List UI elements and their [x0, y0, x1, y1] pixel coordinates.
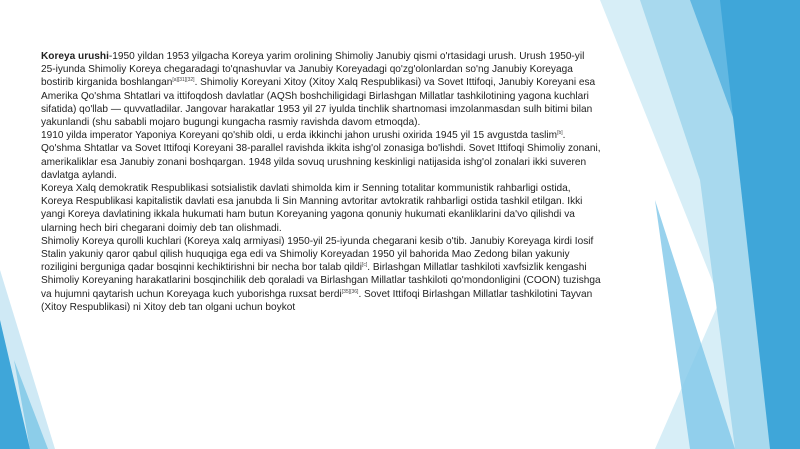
bold-term: Koreya urushi [41, 51, 109, 62]
paragraph-text: . Sovet Ittifoqi Birlashgan Millatlar tashkilotini Tayvan (Xitoy Respublikasi) ni Xitoy deb tan olgani uchun boykot [41, 288, 593, 313]
paragraph-text: Shimoliy Koreya qurolli kuchlari (Koreya xalq armiyasi) 1950-yil 25-iyunda chegarani kesib o'tib. Janubiy Koreyaga kirdi Iosif Stalin yakuniy qaror qabul qilish huquqiga ega edi va Shimoliy Koreyadan 1950 yil bahorida Mao Zedong bilan yakuniy roziligini berguniga qadar bosqinni kechiktirishni bir necha bor talab qildi [41, 235, 594, 274]
paragraph [41, 235, 601, 314]
footnote-ref[interactable]: [b] [557, 130, 563, 137]
footnote-ref[interactable]: [c] [361, 262, 368, 269]
paragraph-text: 1910 yilda imperator Yaponiya Koreyani qo'shib oldi, u erda ikkinchi jahon urushi oxirida 1945 yil 15 avgustda taslim [41, 130, 558, 142]
paragraph [41, 50, 601, 129]
paragraph-text: . Qo'shma Shtatlar va Sovet Ittifoqi Koreyani 38-parallel ravishda ikkita ishg'ol zonasiga bo'lishdi. Sovet Ittifoqi Shimoliy zonani, amerikaliklar esa Janubiy zonani boshqargan. 1948 yilda sovuq urushning keskinligi natijasida ishg'ol zonalari ikki suveren davlatga aylandi. [41, 130, 601, 181]
footnote-ref[interactable]: [35][36] [341, 288, 359, 295]
paragraph-text: Koreya Xalq demokratik Respublikasi sotsialistik davlati shimolda kim ir Senning totalitar kommunistik rahbarligi ostida, Koreya Respublikasi kapitalistik davlati esa janubda li Sin Manning avtoritar avtokratik rahbarligi ostida tashkil etilgan. Ikki yangi Koreya davlatining ikkala hukumati ham butun Koreyaning yagona qonuniy hukumati ekanliklarini da'vo qilishdi va ularning hech biri chegarani doimiy deb tan olishmadi. [41, 183, 583, 234]
document-text [41, 50, 601, 314]
paragraph-text: . Birlashgan Millatlar tashkiloti xavfsizlik kengashi Shimoliy Koreyaning harakatlarini bosqinchilik deb qoraladi va Birlashgan Millatlar tashkiloti qo'mondonligini (COON) tuzishga va hujumni qaytarish uchun Koreyaga kuch yuborishga ruxsat berdi [41, 262, 601, 300]
paragraph [41, 182, 601, 235]
paragraph-text: . Shimoliy Koreyani Xitoy (Xitoy Xalq Respublikasi) va Sovet Ittifoqi, Janubiy Koreyani esa Amerika Qo'shma Shtatlari va ittifoqdosh davlatlar (AQSh boshchiligidagi Birlashgan Millatlar tashkilotining yagona kuchlari sifatida) qo'llab — quvvatladilar. Jangovar harakatlar 1953 yil 27 iyulda tinchlik shartnomasi imzolanmasdan sulh bitimi bilan yakunlandi (shu sababli mojaro bugungi kungacha rasmiy ravishda davom etmoqda). [41, 77, 596, 129]
footnote-ref[interactable]: [a][31][32] [172, 77, 195, 84]
paragraph-text: -1950 yildan 1953 yilgacha Koreya yarim orolining Shimoliy Janubiy qismi o'rtasidagi urush. Urush 1950-yil 25-iyunda Shimoliy Koreya chegaradagi to'qnashuvlar va Janubiy Koreyadagi qo'zg'olonlardan so'ng Janubiy Koreyaga bostirib kirganida boshlangan [41, 51, 585, 89]
paragraph [41, 129, 601, 182]
